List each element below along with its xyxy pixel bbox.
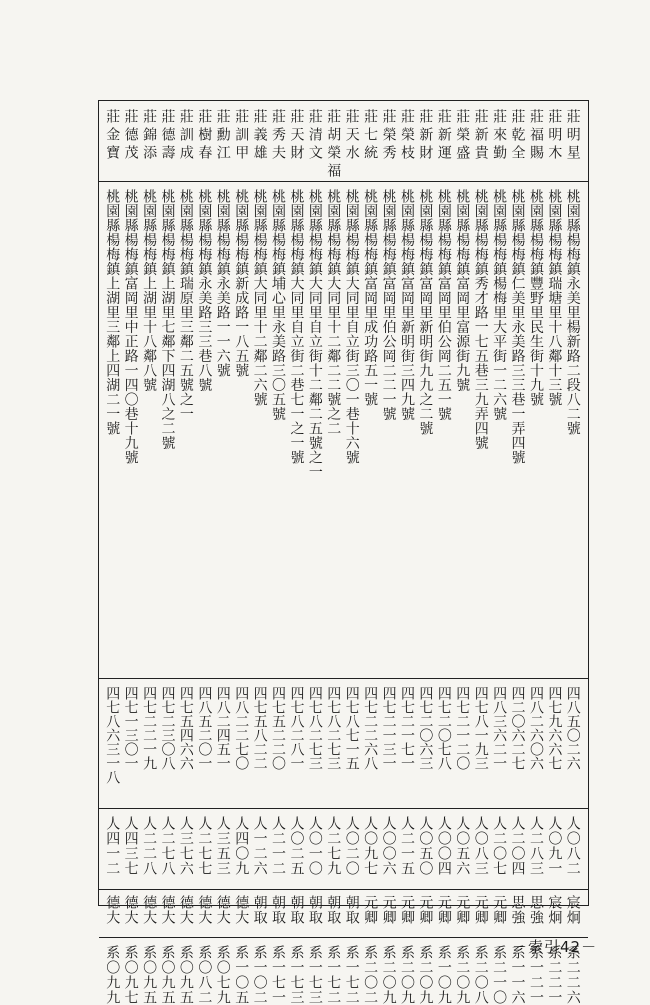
entry-phone: 四八五〇二六 [564, 686, 581, 770]
entry-phone: 四七一三〇一 [122, 686, 139, 770]
entry-grade: 朝取 [251, 895, 268, 925]
entry-id-no: 人〇二〇 [343, 816, 360, 876]
entry-id-no: 人二一五 [398, 816, 415, 876]
entry-id-no: 人二一二 [270, 816, 287, 876]
entry-address: 桃園縣楊梅鎮上湖里三鄰上四湖二一號 [104, 189, 121, 436]
entry-phone: 四七二二一九 [141, 686, 158, 770]
entry-address: 桃園縣楊梅鎮上湖里七鄰下四湖八之二號 [159, 189, 176, 450]
entry-name: 莊乾全 [509, 109, 526, 163]
entry-id-no: 人二〇四 [509, 816, 526, 876]
entry-grade: 德大 [196, 895, 213, 925]
entry-name: 莊榮盛 [454, 109, 471, 163]
entry-grade: 元卿 [398, 895, 415, 925]
entry-address: 桃園縣楊梅鎮富岡里伯公岡二五一號 [435, 189, 452, 421]
entry-grade: 元卿 [362, 895, 379, 925]
entry-grade: 宸炯 [546, 895, 563, 925]
entry-phone: 四八二二七〇 [233, 686, 250, 770]
entry-address: 桃園縣楊梅鎮永美里楊新路二段八二號 [564, 189, 581, 436]
entry-id-no: 人一二六 [251, 816, 268, 876]
entry-phone: 四七八一九三 [472, 686, 489, 770]
entry-grade: 朝取 [325, 895, 342, 925]
entry-name: 莊天財 [288, 109, 305, 163]
entry-id-no: 人〇九七 [362, 816, 379, 876]
entry-address: 桃園縣楊梅鎮仁美里永美路三三巷一弄四號 [509, 189, 526, 465]
entry-phone: 四八三六二一 [491, 686, 508, 770]
entry-name: 莊來勤 [491, 109, 508, 163]
entry-phone: 四七二一七一 [398, 686, 415, 770]
entry-phone: 四八二六〇六 [527, 686, 544, 770]
entry-name: 莊新財 [417, 109, 434, 163]
entry-id-no: 人三五三 [214, 816, 231, 876]
entry-id-no: 人二八三 [527, 816, 544, 876]
entry-address: 桃園縣楊梅鎮大同里自立街十二鄰二五號之一 [306, 189, 323, 479]
entry-id-no: 人三七六 [177, 816, 194, 876]
entry-name: 莊新貴 [472, 109, 489, 163]
entry-phone: 四七二二六八 [362, 686, 379, 770]
entry-address: 桃園縣楊梅鎮富岡里新明街三四九號 [398, 189, 415, 421]
entry-phone: 四七八二七三 [325, 686, 342, 770]
entry-address: 桃園縣楊梅鎮埔心里永美路三〇五號 [270, 189, 287, 421]
address-band [99, 181, 588, 679]
entry-id-no: 人〇二五 [288, 816, 305, 876]
class-band [99, 889, 588, 938]
entry-name: 莊明木 [546, 109, 563, 163]
entry-id-no: 人四一二 [104, 816, 121, 876]
entry-grade: 德大 [104, 895, 121, 925]
entry-address: 桃園縣楊梅鎮富岡里伯公岡二二一號 [380, 189, 397, 421]
entry-phone: 四八五二〇一 [196, 686, 213, 770]
entry-id-no: 人〇一〇 [306, 816, 323, 876]
entry-grade: 思強 [527, 895, 544, 925]
entry-name: 莊德壽 [159, 109, 176, 163]
entry-name: 莊胡榮福 [325, 109, 342, 181]
entry-phone: 四七八六三一八 [104, 686, 121, 784]
entry-grade: 宸炯 [564, 895, 581, 925]
entry-grade: 思強 [509, 895, 526, 925]
entry-grade: 元卿 [417, 895, 434, 925]
entry-name: 莊錦添 [141, 109, 158, 163]
entry-name: 莊福賜 [527, 109, 544, 163]
entry-name: 莊金寶 [104, 109, 121, 163]
entry-grade: 朝取 [306, 895, 323, 925]
entry-address: 桃園縣楊梅鎮大同里十二鄰二二號之二 [325, 189, 342, 436]
entry-id-no: 人〇九一 [546, 816, 563, 876]
entry-address: 桃園縣楊梅鎮永美路一一六號 [214, 189, 231, 378]
entry-grade: 德大 [233, 895, 250, 925]
entry-phone: 四七二一三一 [380, 686, 397, 770]
entry-phone: 四七二三〇八 [159, 686, 176, 770]
entry-id-no: 人四三七 [122, 816, 139, 876]
index-table: 莊明星 莊明木 莊福賜 莊乾全 莊來勤 莊新貴 莊榮盛 莊新運 莊新財 莊榮枝 莊榮秀 莊七統 莊天水 莊胡榮福 莊清文 莊天財 莊秀夫 莊義雄 莊訓甲 莊勳江 莊樹春 莊訓成 莊德壽 莊錦添 莊德茂 莊金寶 桃園縣楊梅鎮永美里楊新路二段八二號 桃園縣楊梅鎮瑞塘里十八鄰十三號 桃園縣楊梅鎮豐野里民生街十九號 桃園縣楊梅鎮仁美里永美路三三巷一弄四號 桃園縣楊梅鎮楊梅里大平街一二六號 桃園縣楊梅鎮秀才路一七五巷三九弄四號 桃園縣楊梅鎮富岡里富源街九號 桃園縣楊梅鎮富岡里伯公岡二五一號 桃園縣楊梅鎮富岡里新明街九九之二號 桃園縣楊梅鎮富岡里新明街三四九號 桃園縣楊梅鎮富岡里伯公岡二二一號 桃園縣楊梅鎮富岡里成功路五一號 桃園縣楊梅鎮大同里自立街三〇一巷十六號 桃園縣楊梅鎮大同里十二鄰二二號之二 桃園縣楊梅鎮大同里自立街十二鄰二五號之一 桃園縣楊梅鎮大同里自立街二巷七一之一號 桃園縣楊梅鎮埔心里永美路三〇五號 桃園縣楊梅鎮大同里十二鄰二六號 桃園縣楊梅鎮新成路一八五號 桃園縣楊梅鎮永美路一一六號 桃園縣楊梅鎮永美路三三巷八號 桃園縣楊梅鎮瑞原里三鄰二五號之一 桃園縣楊梅鎮上湖里七鄰下四湖八之二號 桃園縣楊梅鎮上湖里十八鄰八號 桃園縣楊梅鎮富岡里中正路一四〇巷十九號 桃園縣楊梅鎮上湖里三鄰上四湖二一號 四八五〇二六 四七九六六七 四八二六〇六 四二〇六二七 四八三六二一 四七八一九三 四七二一二〇 四七二〇七八 四七二〇六三 四七二一七一 四七二一三一 四七二二六八 四七八七一五 四七八二七三 四七八二七三 四七八二八一 四七五二二〇 四七五八二二 四八二二七〇 四八二四五一 四八五二〇一 四七五四六六 四七二三〇八 四七二二一九 四七一三〇一 四七八六三一八 人〇八二 人〇九一 人二八三 人二〇四 人二〇七 人〇八三 人〇五六 人〇〇四 人〇五〇 人二一五 人〇〇六 人〇九七 人〇二〇 人二七九 人〇一〇 人〇二五 人二一二 人一二六 人四〇九 人三五三 人二七七 人三七六 人二七八 人二二八 人四三七 人四一二 宸炯 宸炯 思強 思強 元卿 元卿 元卿 元卿 元卿 元卿 元卿 元卿 朝取 朝取 朝取 朝取 朝取 朝取 德大 德大 德大 德大 德大 德大 德大 德大 系二二六 系二二一 系一二一 系一一六 系二一〇 系二〇八 系二〇九 系一〇九 系二〇九 系二〇九 系二〇九 系二〇二 系一七二 系一七二 系一七三 系一七三 系一七一 系一〇二 系一〇五 系〇七九 系〇八二 系〇九五 系〇九五 系〇九五 系〇九七 系〇九九 [98, 100, 589, 906]
entry-id-no: 人二七七 [196, 816, 213, 876]
entry-name: 莊德茂 [122, 109, 139, 163]
entry-address: 桃園縣楊梅鎮大同里十二鄰二六號 [251, 189, 268, 407]
entry-grade: 德大 [177, 895, 194, 925]
entry-address: 桃園縣楊梅鎮富岡里成功路五一號 [362, 189, 379, 407]
entry-grade: 元卿 [380, 895, 397, 925]
entry-name: 莊清文 [306, 109, 323, 163]
entry-phone: 四七二一二〇 [454, 686, 471, 770]
entry-phone: 四七五二二〇 [270, 686, 287, 770]
entry-grade: 德大 [159, 895, 176, 925]
name-band [99, 101, 588, 182]
entry-id-no: 人二七九 [325, 816, 342, 876]
entry-address: 桃園縣楊梅鎮富岡里中正路一四〇巷十九號 [122, 189, 139, 465]
entry-grade: 朝取 [270, 895, 287, 925]
entry-id-no: 人〇〇四 [435, 816, 452, 876]
phone-band [99, 678, 588, 809]
entry-address: 桃園縣楊梅鎮富岡里新明街九九之二號 [417, 189, 434, 436]
entry-id-no: 人四〇九 [233, 816, 250, 876]
entry-address: 桃園縣楊梅鎮上湖里十八鄰八號 [141, 189, 158, 392]
entry-id-no: 人〇五〇 [417, 816, 434, 876]
entry-phone: 四七八七一五 [343, 686, 360, 770]
entry-phone: 四七二〇七八 [435, 686, 452, 770]
entry-id-no: 人二〇七 [491, 816, 508, 876]
entry-id-no: 人〇〇六 [380, 816, 397, 876]
grade-band [99, 808, 588, 890]
entry-name: 莊秀夫 [270, 109, 287, 163]
entry-id-no: 人〇八三 [472, 816, 489, 876]
entry-address: 桃園縣楊梅鎮瑞原里三鄰二五號之一 [177, 189, 194, 421]
entry-name: 莊榮枝 [398, 109, 415, 163]
entry-name: 莊新運 [435, 109, 452, 163]
entry-address: 桃園縣楊梅鎮秀才路一七五巷三九弄四號 [472, 189, 489, 450]
entry-grade: 朝取 [343, 895, 360, 925]
entry-address: 桃園縣楊梅鎮楊梅里大平街一二六號 [491, 189, 508, 421]
entry-name: 莊訓成 [177, 109, 194, 163]
entry-name: 莊明星 [564, 109, 581, 163]
entry-grade: 德大 [214, 895, 231, 925]
page-number: －索引42－ [512, 938, 598, 956]
entry-address: 桃園縣楊梅鎮瑞塘里十八鄰十三號 [546, 189, 563, 407]
entry-phone: 四七八二八一 [288, 686, 305, 770]
entry-grade: 德大 [141, 895, 158, 925]
entry-name: 莊天水 [343, 109, 360, 163]
entry-id-no: 人二七八 [159, 816, 176, 876]
entry-id-no: 人二二八 [141, 816, 158, 876]
entry-grade: 元卿 [491, 895, 508, 925]
entry-phone: 四七八二七三 [306, 686, 323, 770]
entry-address: 桃園縣楊梅鎮大同里自立街三〇一巷十六號 [343, 189, 360, 465]
entry-id-no: 人〇五六 [454, 816, 471, 876]
entry-grade: 德大 [122, 895, 139, 925]
entry-phone: 四七五四六六 [177, 686, 194, 770]
entry-address: 桃園縣楊梅鎮豐野里民生街十九號 [527, 189, 544, 407]
entry-phone: 四七五八二二 [251, 686, 268, 770]
entry-phone: 四二〇六二七 [509, 686, 526, 770]
entry-name: 莊訓甲 [233, 109, 250, 163]
entry-address: 桃園縣楊梅鎮大同里自立街二巷七一之一號 [288, 189, 305, 465]
entry-grade: 元卿 [472, 895, 489, 925]
entry-phone: 四八二四五一 [214, 686, 231, 770]
entry-phone: 四七二〇六三 [417, 686, 434, 770]
entry-grade: 朝取 [288, 895, 305, 925]
entry-name: 莊榮秀 [380, 109, 397, 163]
entry-id-no: 人〇八二 [564, 816, 581, 876]
entry-name: 莊七統 [362, 109, 379, 163]
entry-phone: 四七九六六七 [546, 686, 563, 770]
entry-address: 桃園縣楊梅鎮永美路三三巷八號 [196, 189, 213, 392]
entry-name: 莊勳江 [214, 109, 231, 163]
entry-grade: 元卿 [454, 895, 471, 925]
entry-name: 莊樹春 [196, 109, 213, 163]
entry-name: 莊義雄 [251, 109, 268, 163]
entry-address: 桃園縣楊梅鎮新成路一八五號 [233, 189, 250, 378]
entry-grade: 元卿 [435, 895, 452, 925]
entry-address: 桃園縣楊梅鎮富岡里富源街九號 [454, 189, 471, 392]
